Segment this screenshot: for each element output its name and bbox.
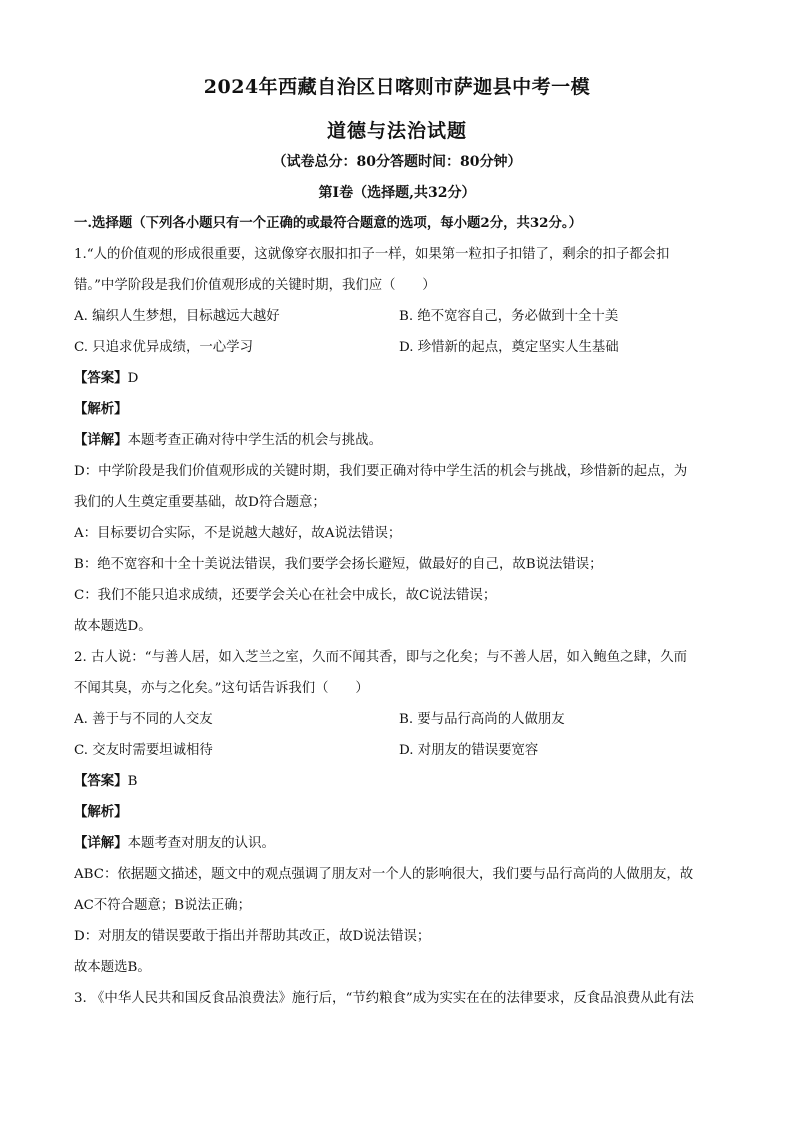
q1-option-a: A. 编织人生梦想，目标越远大越好 xyxy=(74,309,280,324)
answer-tag: 【答案】 xyxy=(74,370,128,386)
detail-text: 本题考查正确对待中学生活的机会与挑战。 xyxy=(127,433,382,448)
detail-text: 本题考查对朋友的认识。 xyxy=(127,836,275,851)
q1-options-row2 xyxy=(74,332,724,363)
exam-meta: （试卷总分：80分答题时间：80分钟） xyxy=(272,154,522,170)
q1-options-row1 xyxy=(74,301,724,332)
q1-stem-line1: 1.“人的价值观的形成很重要，这就像穿衣服扣扣子一样，如果第一粒扣子扣错了，剩余的扣子都会扣 xyxy=(74,247,670,262)
q2-option-a: A. 善于与不同的人交友 xyxy=(74,712,213,727)
q2-option-d: D. 对朋友的错误要宽容 xyxy=(399,743,539,758)
q1-option-d: D. 珍惜新的起点，奠定坚实人生基础 xyxy=(399,340,619,355)
q2-options-row1 xyxy=(74,704,724,735)
q1-option-b: B. 绝不宽容自己，务必做到十全十美 xyxy=(399,309,619,324)
q2-options-row2 xyxy=(74,735,724,766)
q2-analysis-tag: 【解析】 xyxy=(74,804,128,820)
exam-content xyxy=(74,208,724,1014)
q2-stem-line1: 2. 古人说：“与善人居，如入芝兰之室，久而不闻其香，即与之化矣；与不善人居，如入鲍鱼之肆，久而 xyxy=(74,650,688,665)
exam-subject: 道德与法治试题 xyxy=(326,120,467,142)
part-heading: 一.选择题（下列各小题只有一个正确的或最符合题意的选项，每小题2分，共32分。） xyxy=(74,215,582,231)
q1-stem-line2: 错。”中学阶段是我们价值观形成的关键时期，我们应（ ） xyxy=(74,278,436,293)
exam-title: 2024年西藏自治区日喀则市萨迦县中考一模 xyxy=(203,76,591,98)
q2-detail xyxy=(74,828,724,859)
detail-tag: 【详解】 xyxy=(74,835,128,851)
q1-analysis-line: A：目标要切合实际，不是说越大越好，故A说法错误； xyxy=(74,526,402,541)
q2-answer xyxy=(74,766,724,797)
q1-analysis-line: C：我们不能只追求成绩，还要学会关心在社会中成长，故C说法错误； xyxy=(74,588,497,603)
q2-analysis-line: D：对朋友的错误要敢于指出并帮助其改正，故D说法错误； xyxy=(74,929,431,944)
answer-value: B xyxy=(127,774,138,789)
answer-value: D xyxy=(127,371,139,386)
section-heading: 第Ⅰ卷（选择题,共32分） xyxy=(318,185,476,201)
q2-analysis-line: AC不符合题意；B说法正确； xyxy=(74,898,252,913)
q1-option-c: C. 只追求优异成绩，一心学习 xyxy=(74,340,253,355)
q1-conclusion: 故本题选D。 xyxy=(74,619,152,634)
q3-stem-line1: 3. 《中华人民共和国反食品浪费法》施行后，“节约粮食”成为实实在在的法律要求，反食品浪费从此有法 xyxy=(74,991,694,1006)
q1-analysis-tag: 【解析】 xyxy=(74,401,128,417)
q1-analysis-line: B：绝不宽容和十全十美说法错误，我们要学会扬长避短，做最好的自己，故B说法错误； xyxy=(74,557,603,572)
q2-option-b: B. 要与品行高尚的人做朋友 xyxy=(399,712,565,727)
q1-analysis-line: 我们的人生奠定重要基础，故D符合题意； xyxy=(74,495,326,510)
q1-detail xyxy=(74,425,724,456)
q2-option-c: C. 交友时需要坦诚相待 xyxy=(74,743,213,758)
q1-answer xyxy=(74,363,724,394)
q1-analysis-line: D：中学阶段是我们价值观形成的关键时期，我们要正确对待中学生活的机会与挑战，珍惜新的起点，为 xyxy=(74,464,688,479)
q2-stem-line2: 不闻其臭，亦与之化矣。”这句话告诉我们（ ） xyxy=(74,681,369,696)
answer-tag: 【答案】 xyxy=(74,773,128,789)
q2-analysis-line: ABC：依据题文描述，题文中的观点强调了朋友对一个人的影响很大，我们要与品行高尚的人做朋友，故 xyxy=(74,867,694,882)
detail-tag: 【详解】 xyxy=(74,432,128,448)
q2-conclusion: 故本题选B。 xyxy=(74,960,151,975)
